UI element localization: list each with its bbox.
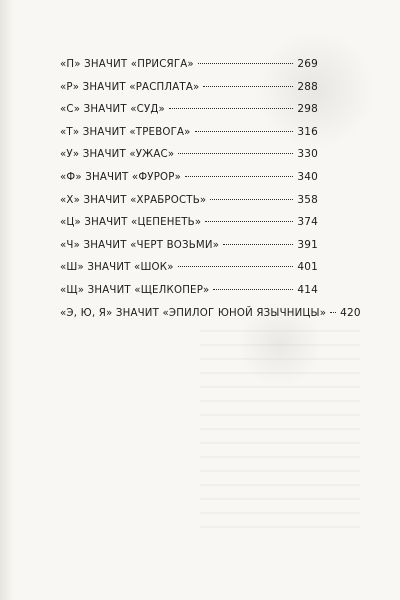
toc-entry — [60, 216, 318, 239]
toc-entry-page: 391 — [297, 238, 318, 251]
toc-entry-page: 288 — [297, 80, 318, 93]
show-through-text — [200, 330, 360, 530]
toc-entry-page: 414 — [297, 283, 318, 296]
dot-leader — [330, 312, 336, 313]
toc-entry — [60, 58, 318, 81]
toc-entry — [60, 284, 318, 307]
toc-entry-title: «Р» ЗНАЧИТ «РАСПЛАТА» — [60, 81, 200, 93]
toc-entry — [60, 103, 318, 126]
dot-leader — [178, 266, 294, 267]
toc-entry-title: «Х» ЗНАЧИТ «ХРАБРОСТЬ» — [60, 194, 207, 206]
toc-entry-title: «Ш» ЗНАЧИТ «ШОК» — [60, 262, 174, 274]
dot-leader — [223, 244, 293, 245]
toc-entry-page: 269 — [297, 58, 318, 70]
toc-entry-page: 420 — [340, 306, 361, 319]
toc-entry-page: 330 — [297, 148, 318, 161]
dot-leader — [203, 86, 293, 87]
toc-entry-title: «Т» ЗНАЧИТ «ТРЕВОГА» — [60, 126, 191, 138]
dot-leader — [185, 176, 293, 177]
toc-entry — [60, 306, 361, 330]
toc-entry-title: «Ц» ЗНАЧИТ «ЦЕПЕНЕТЬ» — [60, 217, 202, 229]
toc-entry — [60, 194, 318, 217]
toc-entry-title: «Ф» ЗНАЧИТ «ФУРОР» — [60, 171, 182, 183]
toc-entry-title: «Ч» ЗНАЧИТ «ЧЕРТ ВОЗЬМИ» — [60, 239, 220, 251]
toc-entry-title: «У» ЗНАЧИТ «УЖАС» — [60, 149, 175, 161]
toc-entry-title: «С» ЗНАЧИТ «СУД» — [60, 104, 165, 116]
toc-entry-page: 374 — [297, 216, 318, 229]
toc-entry — [60, 239, 318, 262]
dot-leader — [213, 289, 293, 290]
toc-entry-page: 298 — [297, 103, 318, 116]
toc-entry-page: 401 — [297, 261, 318, 274]
dot-leader — [178, 153, 293, 154]
toc-entry — [60, 126, 318, 149]
toc-entry — [60, 171, 318, 194]
toc-entry-page: 358 — [297, 193, 318, 206]
toc-entry-title: «Э, Ю, Я» ЗНАЧИТ «ЭПИЛОГ ЮНОЙ ЯЗЫЧНИЦЫ» — [60, 307, 327, 319]
dot-leader — [198, 63, 293, 64]
table-of-contents — [60, 58, 361, 329]
toc-entry-page: 316 — [297, 125, 318, 138]
toc-entry-title: «Щ» ЗНАЧИТ «ЩЕЛКОПЕР» — [60, 284, 210, 296]
toc-entry-title: «П» ЗНАЧИТ «ПРИСЯГА» — [60, 59, 194, 70]
dot-leader — [205, 221, 293, 222]
toc-entry — [60, 81, 318, 104]
dot-leader — [210, 199, 293, 200]
toc-entry — [60, 148, 318, 171]
dot-leader — [195, 131, 294, 132]
dot-leader — [169, 108, 293, 109]
toc-entry — [60, 261, 318, 284]
toc-entry-page: 340 — [297, 170, 318, 183]
